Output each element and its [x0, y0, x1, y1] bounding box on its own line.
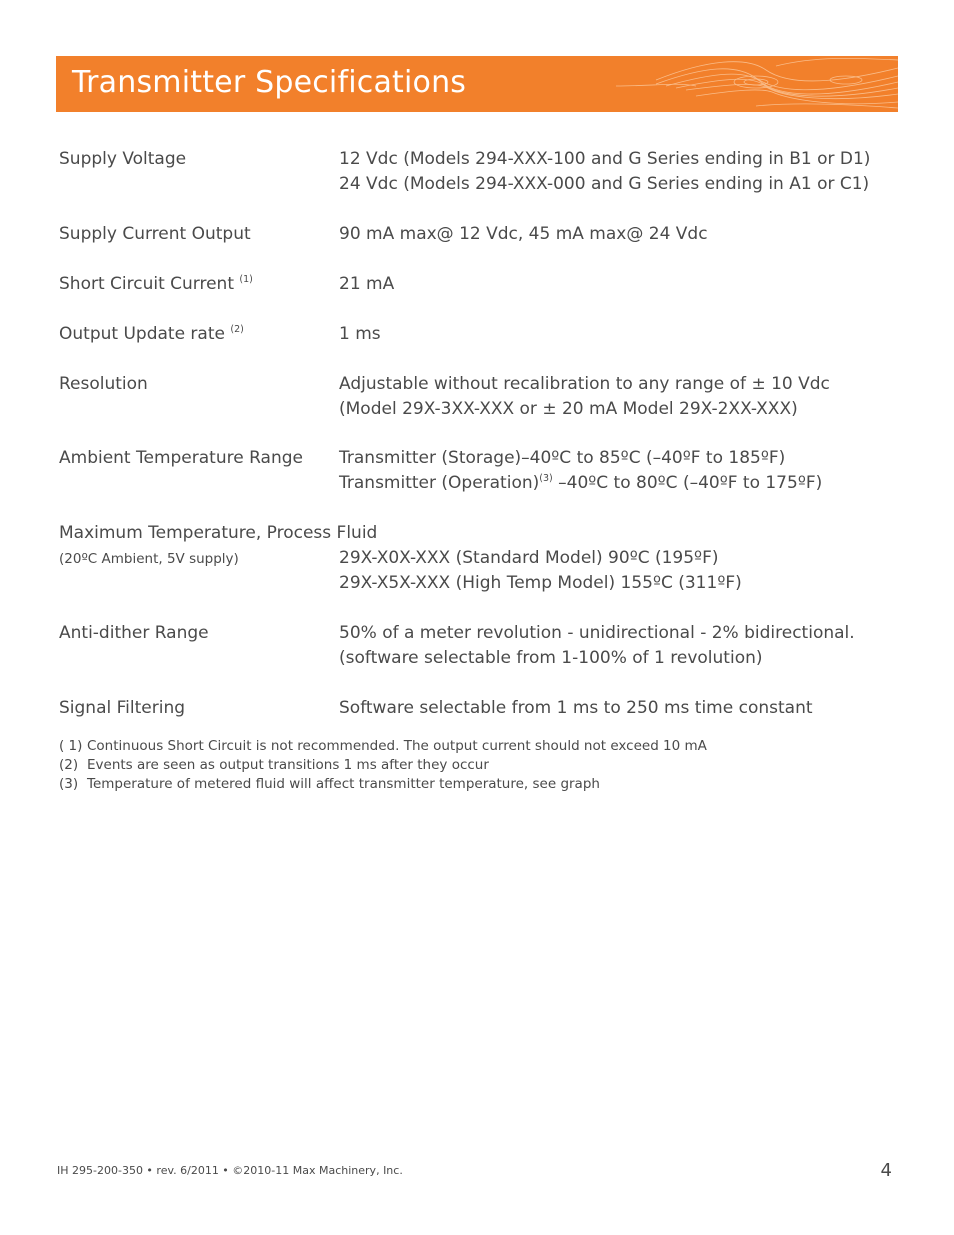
- spec-sublabel-max-temp: (20ºC Ambient, 5V supply): [59, 551, 239, 567]
- footnote-3-number: (3): [59, 776, 79, 792]
- spec-value-supply-voltage-24v: 24 Vdc (Models 294-XXX-000 and G Series ending in A1 or C1): [339, 174, 870, 194]
- footnote-1-number: ( 1): [59, 738, 83, 754]
- spec-value-signal-filtering: Software selectable from 1 ms to 250 ms time constant: [339, 698, 813, 718]
- footnote-3: [59, 776, 600, 792]
- spec-label-short-circuit-text: Short Circuit Current: [59, 274, 234, 294]
- footnote-2-text: Events are seen as output transitions 1 ms after they occur: [87, 757, 489, 773]
- spec-value-ambient-temp-storage: Transmitter (Storage)–40ºC to 85ºC (–40ºF to 185ºF): [339, 448, 786, 468]
- document-footer: IH 295-200-350 • rev. 6/2011 • ©2010-11 Max Machinery, Inc.: [57, 1164, 403, 1177]
- spec-value-resolution-line2: (Model 29X-3XX-XXX or ± 20 mA Model 29X-2XX-XXX): [339, 399, 798, 419]
- spec-value-supply-current: 90 mA max@ 12 Vdc, 45 mA max@ 24 Vdc: [339, 224, 708, 244]
- spec-value-anti-dither-line1: 50% of a meter revolution - unidirectional - 2% bidirectional.: [339, 623, 855, 643]
- spec-label-output-update-text: Output Update rate: [59, 324, 225, 344]
- page-number: 4: [880, 1160, 892, 1181]
- spec-value-max-temp-standard: 29X-X0X-XXX (Standard Model) 90ºC (195ºF): [339, 548, 719, 568]
- footnote-ref-3: (3): [539, 473, 553, 484]
- spec-label-resolution: Resolution: [59, 374, 148, 394]
- operation-range: –40ºC to 80ºC (–40ºF to 175ºF): [552, 473, 823, 493]
- operation-prefix: Transmitter (Operation): [339, 473, 540, 493]
- spec-label-supply-current: Supply Current Output: [59, 224, 251, 244]
- spec-value-max-temp-high: 29X-X5X-XXX (High Temp Model) 155ºC (311ºF): [339, 573, 742, 593]
- spec-label-anti-dither: Anti-dither Range: [59, 623, 209, 643]
- spec-label-max-temp: Maximum Temperature, Process Fluid: [59, 523, 378, 543]
- page-title: Transmitter Specifications: [72, 65, 467, 100]
- spec-value-output-update: 1 ms: [339, 324, 381, 344]
- spec-label-output-update: [59, 324, 244, 344]
- spec-value-supply-voltage-12v: 12 Vdc (Models 294-XXX-100 and G Series ending in B1 or D1): [339, 149, 871, 169]
- spec-value-anti-dither-line2: (software selectable from 1-100% of 1 revolution): [339, 648, 763, 668]
- spec-label-signal-filtering: Signal Filtering: [59, 698, 186, 718]
- footnote-1-text: Continuous Short Circuit is not recommended. The output current should not exceed 10 mA: [87, 738, 707, 754]
- spec-label-supply-voltage: Supply Voltage: [59, 149, 187, 169]
- spec-value-short-circuit: 21 mA: [339, 274, 395, 294]
- footnote-2-number: (2): [59, 757, 79, 773]
- footnote-3-text: Temperature of metered fluid will affect transmitter temperature, see graph: [87, 776, 600, 792]
- footnote-2: [59, 757, 489, 773]
- spec-label-ambient-temp: Ambient Temperature Range: [59, 448, 303, 468]
- footnote-ref-2: (2): [230, 324, 244, 335]
- footnote-1: [59, 738, 707, 754]
- footnote-ref-1: (1): [239, 274, 253, 285]
- spec-label-short-circuit: [59, 274, 253, 294]
- title-banner: [56, 56, 898, 112]
- spec-value-ambient-temp-operation: [339, 473, 822, 493]
- spec-value-resolution-line1: Adjustable without recalibration to any range of ± 10 Vdc: [339, 374, 830, 394]
